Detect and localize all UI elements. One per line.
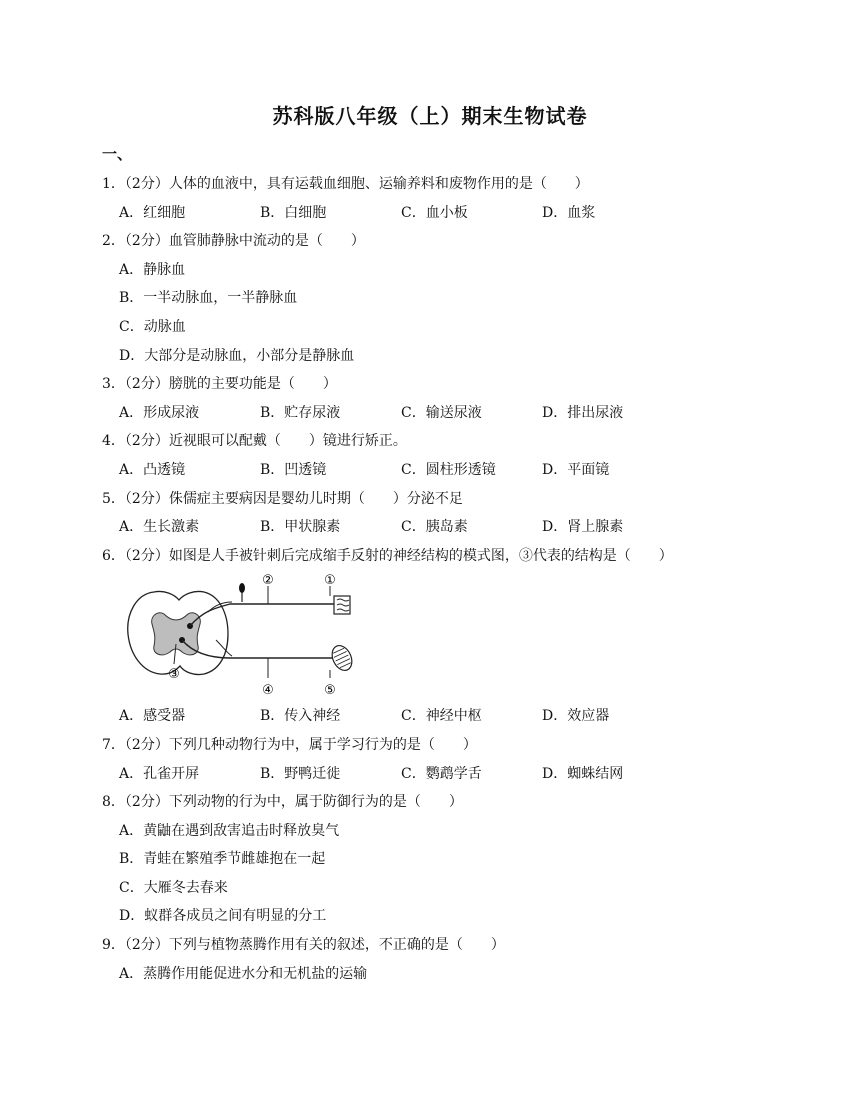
- option-d: D．蚁群各成员之间有明显的分工: [119, 908, 327, 925]
- option-a: A．静脉血: [119, 261, 186, 278]
- question-stem: 1．（2分）人体的血液中，具有运载血细胞、运输养料和废物作用的是（ ）: [102, 176, 589, 192]
- option-c: C．输送尿液: [401, 404, 482, 421]
- question-stem: 2．（2分）血管肺静脉中流动的是（ ）: [102, 233, 365, 250]
- option-c: C．大雁冬去春来: [119, 879, 228, 896]
- question-8: [102, 788, 802, 931]
- option-b: B．野鸭迁徙: [260, 765, 341, 782]
- option-a: A．孔雀开屏: [119, 765, 200, 782]
- option-c: C．胰岛素: [401, 519, 468, 536]
- option-a: A．凸透镜: [119, 461, 186, 478]
- option-d: D．排出尿液: [542, 404, 624, 421]
- label-4: ④: [262, 683, 274, 699]
- option-a: A．黄鼬在遇到敌害追击时释放臭气: [119, 822, 340, 839]
- option-a: A．蒸腾作用能促进水分和无机盐的运输: [119, 965, 368, 982]
- question-stem: 8．（2分）下列动物的行为中，属于防御行为的是（ ）: [102, 794, 463, 811]
- question-stem: 3．（2分）膀胱的主要功能是（ ）: [102, 376, 337, 393]
- question-9: [102, 931, 802, 988]
- option-d: D．血浆: [542, 204, 596, 221]
- option-c: C．神经中枢: [401, 708, 482, 725]
- option-b: B．传入神经: [260, 708, 341, 725]
- question-stem: 9．（2分）下列与植物蒸腾作用有关的叙述，不正确的是（ ）: [102, 937, 505, 954]
- question-stem: 7．（2分）下列几种动物行为中，属于学习行为的是（ ）: [102, 736, 477, 753]
- label-3: ③: [168, 667, 180, 683]
- question-1: [102, 170, 802, 227]
- options-row: [102, 199, 802, 228]
- option-b: B．青蛙在繁殖季节雌雄抱在一起: [119, 851, 326, 868]
- question-2: [102, 227, 802, 370]
- option-b: B．一半动脉血，一半静脉血: [119, 290, 298, 307]
- option-a: A．形成尿液: [119, 404, 200, 421]
- options-row: [102, 513, 802, 542]
- question-list: [102, 170, 802, 988]
- option-d: D．蜘蛛结网: [542, 765, 624, 782]
- option-d: D．效应器: [542, 708, 610, 725]
- reflex-arc-figure: [102, 570, 802, 702]
- option-a: A．感受器: [119, 708, 186, 725]
- option-b: B．甲状腺素: [260, 519, 341, 536]
- options-row: [102, 760, 802, 789]
- option-d: D．肾上腺素: [542, 519, 624, 536]
- option-d: D．大部分是动脉血，小部分是静脉血: [119, 347, 355, 364]
- option-d: D．平面镜: [542, 461, 610, 478]
- ganglion: [239, 583, 245, 593]
- section-heading: 一、: [102, 145, 133, 163]
- page-title: 苏科版八年级（上）期末生物试卷: [272, 104, 588, 128]
- question-7: [102, 731, 802, 788]
- question-stem: 6．（2分）如图是人手被针刺后完成缩手反射的神经结构的模式图，③代表的结构是（ ）: [102, 547, 673, 564]
- option-c: C．血小板: [401, 204, 468, 221]
- option-c: C．鹦鹉学舌: [401, 765, 482, 782]
- option-b: B．贮存尿液: [260, 404, 341, 421]
- option-b: B．凹透镜: [260, 461, 327, 478]
- options-row: [102, 702, 802, 731]
- receptor-shape: [334, 596, 350, 614]
- question-4: [102, 427, 802, 484]
- option-c: C．动脉血: [119, 318, 186, 335]
- question-6: [102, 542, 802, 731]
- question-stem: 4．（2分）近视眼可以配戴（ ）镜进行矫正。: [102, 433, 407, 450]
- option-a: A．生长激素: [119, 519, 200, 536]
- label-1: ①: [324, 574, 336, 589]
- reflex-arc-diagram: [124, 574, 374, 698]
- options-row: [102, 456, 802, 485]
- label-2: ②: [262, 574, 274, 589]
- options-row: [102, 399, 802, 428]
- question-3: [102, 370, 802, 427]
- option-c: C．圆柱形透镜: [401, 461, 496, 478]
- question-5: [102, 485, 802, 542]
- effector-shape: [328, 643, 355, 674]
- question-stem: 5．（2分）侏儒症主要病因是婴幼儿时期（ ）分泌不足: [102, 490, 463, 507]
- option-b: B．白细胞: [260, 204, 327, 221]
- label-5: ⑤: [324, 683, 336, 699]
- option-a: A．红细胞: [119, 204, 186, 221]
